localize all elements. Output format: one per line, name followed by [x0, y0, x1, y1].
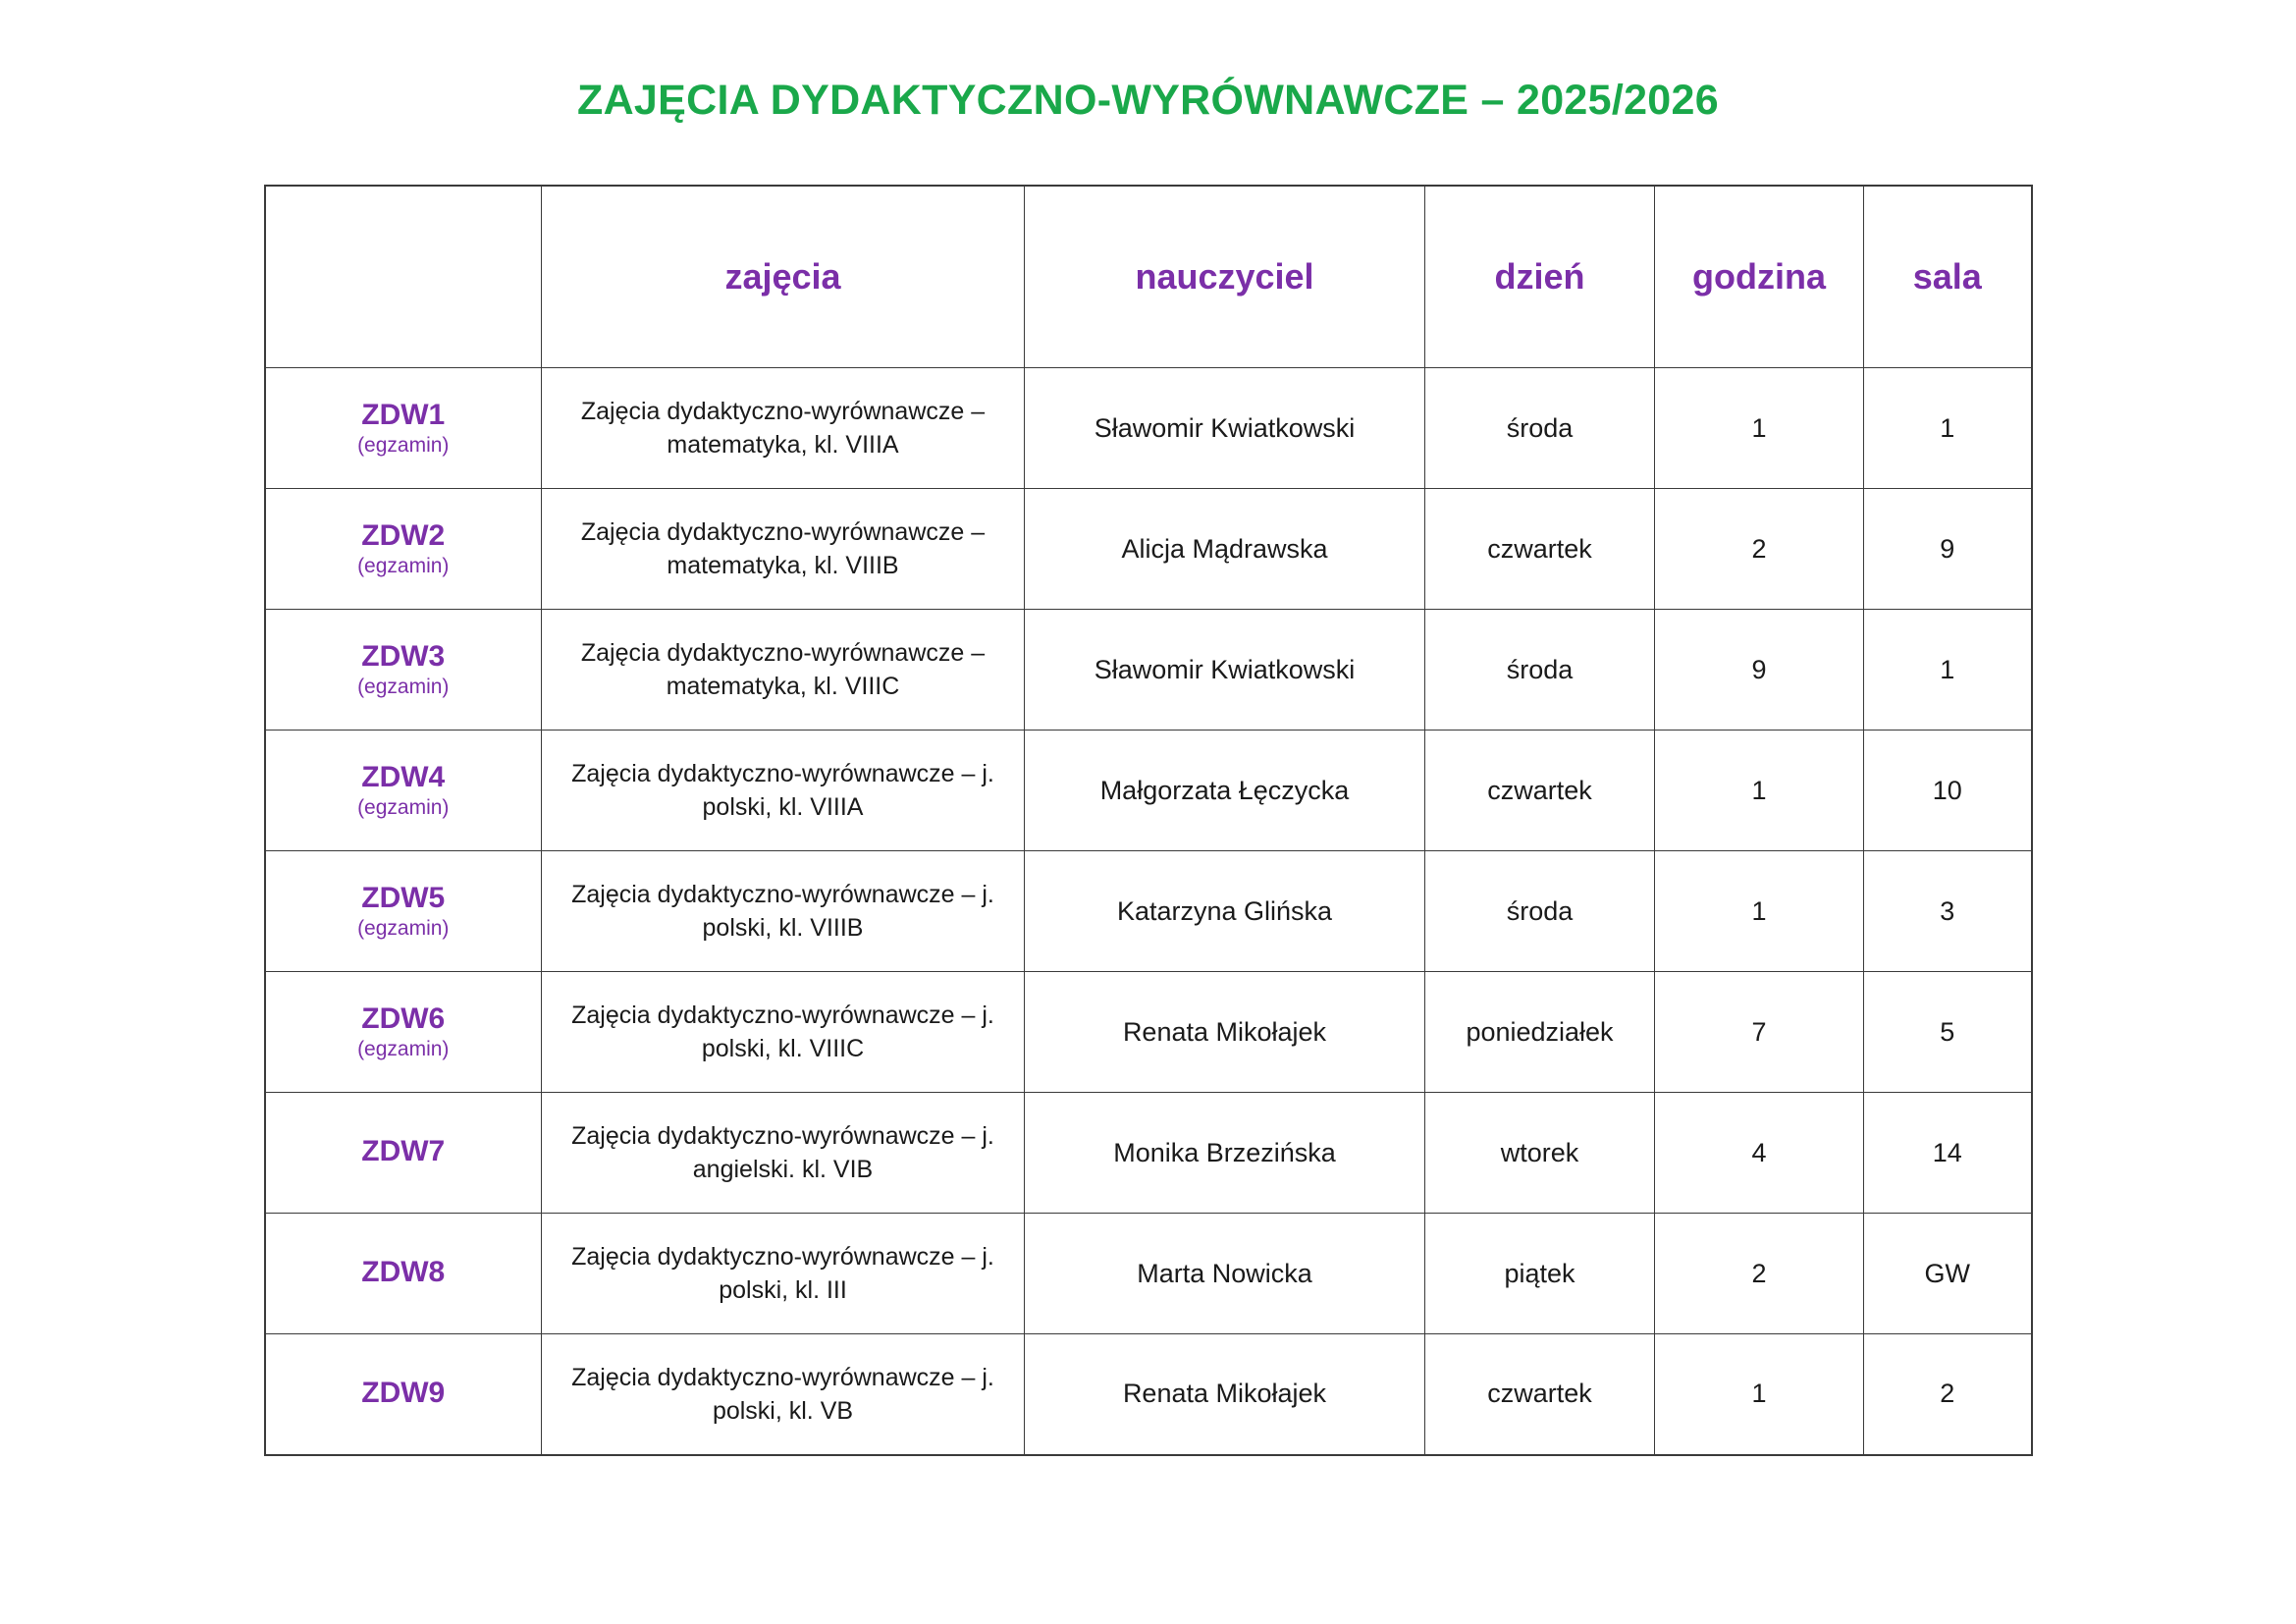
- table-row: [265, 610, 2032, 731]
- row-teacher-cell: Małgorzata Łęczycka: [1025, 731, 1425, 851]
- row-subject-cell: Zajęcia dydaktyczno-wyrównawcze – j. polski, kl. VIIIB: [542, 851, 1025, 972]
- column-header-room: sala: [1864, 186, 2032, 368]
- row-hour-cell: 2: [1655, 489, 1864, 610]
- row-code-cell: [265, 610, 542, 731]
- row-code-cell: [265, 1214, 542, 1334]
- row-exam-note: (egzamin): [357, 917, 450, 941]
- table-row: [265, 1214, 2032, 1334]
- column-header-day: dzień: [1425, 186, 1655, 368]
- row-subject-cell: Zajęcia dydaktyczno-wyrównawcze – j. polski, kl. VB: [542, 1334, 1025, 1455]
- row-teacher-cell: Renata Mikołajek: [1025, 972, 1425, 1093]
- column-header-code: [265, 186, 542, 368]
- table-row: [265, 851, 2032, 972]
- row-hour-cell: 4: [1655, 1093, 1864, 1214]
- row-room-cell: 9: [1864, 489, 2032, 610]
- row-room-cell: 10: [1864, 731, 2032, 851]
- row-code-label: ZDW2: [361, 518, 446, 552]
- table-row: [265, 368, 2032, 489]
- row-day-cell: wtorek: [1425, 1093, 1655, 1214]
- row-hour-cell: 2: [1655, 1214, 1864, 1334]
- table-row: [265, 1334, 2032, 1455]
- row-code-cell: [265, 1334, 542, 1455]
- row-subject-cell: Zajęcia dydaktyczno-wyrównawcze – matematyka, kl. VIIIC: [542, 610, 1025, 731]
- table-header: [265, 186, 2032, 368]
- row-code-label: ZDW1: [361, 398, 446, 431]
- row-subject-cell: Zajęcia dydaktyczno-wyrównawcze – j. polski, kl. VIIIC: [542, 972, 1025, 1093]
- row-code-cell: [265, 1093, 542, 1214]
- column-header-hour: godzina: [1655, 186, 1864, 368]
- row-teacher-cell: Marta Nowicka: [1025, 1214, 1425, 1334]
- table-body: [265, 368, 2032, 1455]
- row-day-cell: środa: [1425, 610, 1655, 731]
- column-header-teacher: nauczyciel: [1025, 186, 1425, 368]
- row-day-cell: środa: [1425, 851, 1655, 972]
- row-exam-note: (egzamin): [357, 676, 450, 699]
- row-code-label: ZDW7: [361, 1134, 446, 1167]
- row-teacher-cell: Renata Mikołajek: [1025, 1334, 1425, 1455]
- table-row: [265, 1093, 2032, 1214]
- row-room-cell: 1: [1864, 610, 2032, 731]
- table-row: [265, 972, 2032, 1093]
- row-teacher-cell: Sławomir Kwiatkowski: [1025, 610, 1425, 731]
- row-exam-note: (egzamin): [357, 1038, 450, 1061]
- row-teacher-cell: Katarzyna Glińska: [1025, 851, 1425, 972]
- page-title: ZAJĘCIA DYDAKTYCZNO-WYRÓWNAWCZE – 2025/2026: [577, 77, 1719, 124]
- row-subject-cell: Zajęcia dydaktyczno-wyrównawcze – j. polski, kl. III: [542, 1214, 1025, 1334]
- row-room-cell: 1: [1864, 368, 2032, 489]
- schedule-table: [264, 185, 2033, 1456]
- row-day-cell: środa: [1425, 368, 1655, 489]
- table-header-row: [265, 186, 2032, 368]
- row-hour-cell: 1: [1655, 368, 1864, 489]
- row-room-cell: 5: [1864, 972, 2032, 1093]
- row-code-cell: [265, 851, 542, 972]
- table-row: [265, 731, 2032, 851]
- table-row: [265, 489, 2032, 610]
- row-code-label: ZDW6: [361, 1001, 446, 1035]
- row-code-label: ZDW8: [361, 1255, 446, 1288]
- row-hour-cell: 1: [1655, 731, 1864, 851]
- row-day-cell: czwartek: [1425, 1334, 1655, 1455]
- row-teacher-cell: Monika Brzezińska: [1025, 1093, 1425, 1214]
- row-subject-cell: Zajęcia dydaktyczno-wyrównawcze – j. polski, kl. VIIIA: [542, 731, 1025, 851]
- row-day-cell: czwartek: [1425, 489, 1655, 610]
- row-day-cell: poniedziałek: [1425, 972, 1655, 1093]
- row-room-cell: 14: [1864, 1093, 2032, 1214]
- row-code-label: ZDW9: [361, 1376, 446, 1409]
- row-exam-note: (egzamin): [357, 796, 450, 820]
- row-subject-cell: Zajęcia dydaktyczno-wyrównawcze – matematyka, kl. VIIIA: [542, 368, 1025, 489]
- row-code-cell: [265, 731, 542, 851]
- row-room-cell: 3: [1864, 851, 2032, 972]
- row-room-cell: 2: [1864, 1334, 2032, 1455]
- row-exam-note: (egzamin): [357, 555, 450, 578]
- row-teacher-cell: Alicja Mądrawska: [1025, 489, 1425, 610]
- row-room-cell: GW: [1864, 1214, 2032, 1334]
- row-exam-note: (egzamin): [357, 434, 450, 458]
- row-teacher-cell: Sławomir Kwiatkowski: [1025, 368, 1425, 489]
- row-day-cell: czwartek: [1425, 731, 1655, 851]
- column-header-subject: zajęcia: [542, 186, 1025, 368]
- row-subject-cell: Zajęcia dydaktyczno-wyrównawcze – matematyka, kl. VIIIB: [542, 489, 1025, 610]
- row-day-cell: piątek: [1425, 1214, 1655, 1334]
- row-hour-cell: 1: [1655, 851, 1864, 972]
- schedule-table-container: [0, 185, 2296, 1456]
- row-code-cell: [265, 489, 542, 610]
- row-hour-cell: 9: [1655, 610, 1864, 731]
- row-code-label: ZDW5: [361, 881, 446, 914]
- row-code-cell: [265, 972, 542, 1093]
- row-hour-cell: 7: [1655, 972, 1864, 1093]
- row-code-label: ZDW4: [361, 760, 446, 793]
- row-hour-cell: 1: [1655, 1334, 1864, 1455]
- row-code-label: ZDW3: [361, 639, 446, 673]
- row-code-cell: [265, 368, 542, 489]
- row-subject-cell: Zajęcia dydaktyczno-wyrównawcze – j. angielski. kl. VIB: [542, 1093, 1025, 1214]
